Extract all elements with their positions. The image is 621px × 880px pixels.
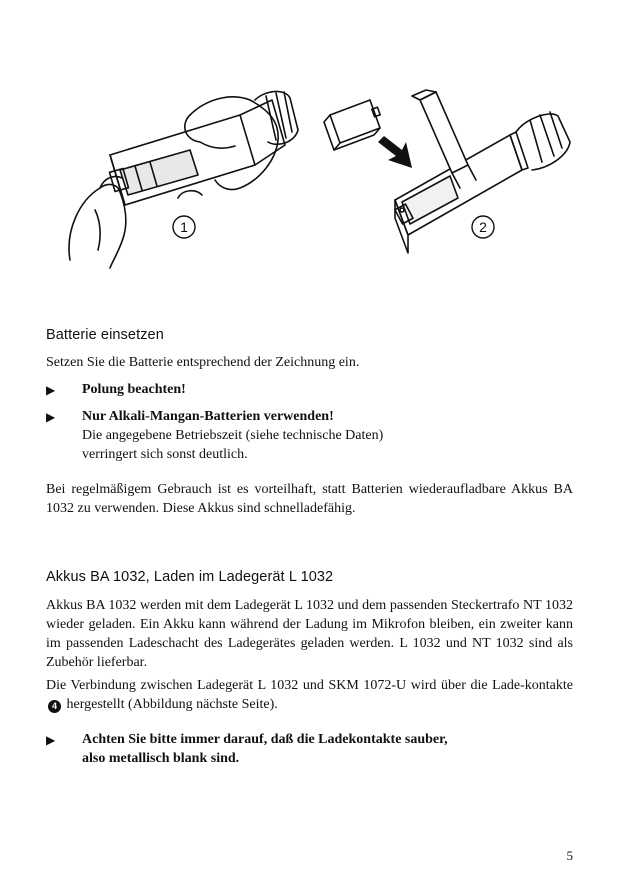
bullet-arrow-icon: ▶ (46, 733, 56, 747)
figure-label-1 (173, 216, 195, 238)
bullet-alkaline-line1: Die angegebene Betriebszeit (siehe technische Daten) (82, 428, 384, 443)
microphone-left (110, 91, 298, 205)
figure-label-1-text: 1 (180, 219, 188, 235)
figure-label-2-text: 2 (479, 219, 487, 235)
battery-intro-text: Setzen Sie die Batterie entsprechend der Zeichnung ein. (46, 355, 360, 370)
battery-insertion-illustration (40, 70, 580, 270)
bullet-polarity-text: Polung beachten! (82, 382, 186, 397)
bullet-clean-contacts-line2: also metallisch blank sind. (82, 751, 240, 766)
reference-number-badge: 4 (48, 700, 61, 713)
illustration-svg (40, 70, 580, 270)
figure-label-2 (472, 216, 494, 238)
page-number: 5 (566, 848, 573, 863)
section-heading-battery: Batterie einsetzen (46, 327, 164, 343)
bullet-clean-contacts-line1: Achten Sie bitte immer darauf, daß die Ladekontakte sauber, (82, 732, 448, 747)
bullet-arrow-icon: ▶ (46, 410, 56, 424)
section-heading-charging: Akkus BA 1032, Laden im Ladegerät L 1032 (46, 569, 334, 585)
bullet-arrow-icon: ▶ (46, 383, 56, 397)
falling-battery (324, 100, 380, 150)
bullet-alkaline (46, 407, 573, 464)
bullet-clean-contacts (46, 730, 573, 768)
contacts-text-part1: Die Verbindung zwischen Ladegerät L 1032 und SKM 1072-U wird über die Lade-kontakte (46, 678, 573, 693)
rechargeable-paragraph: Bei regelmäßigem Gebrauch ist es vorteilhaft, statt Batterien wiederaufladbare Akkus BA 1032 zu verwenden. Diese Akkus sind schnelladefähig. (46, 482, 573, 516)
insertion-arrow (378, 136, 412, 168)
bullet-alkaline-line2: verringert sich sonst deutlich. (82, 447, 248, 462)
bullet-polarity (46, 380, 573, 399)
contacts-text-part2: hergestellt (Abbildung nächste Seite). (66, 697, 278, 712)
bullet-alkaline-title: Nur Alkali-Mangan-Batterien verwenden! (82, 409, 334, 424)
contacts-paragraph (46, 676, 573, 714)
charging-paragraph: Akkus BA 1032 werden mit dem Ladegerät L 1032 und dem passenden Steckertrafo NT 1032 wieder geladen. Ein Akku kann während der Ladung im Mikrofon bleiben, ein zweiter kann im passenden Ladeschacht des Ladegerätes geladen werden. L 1032 und NT 1032 sind als Zubehör lieferbar. (46, 598, 573, 670)
